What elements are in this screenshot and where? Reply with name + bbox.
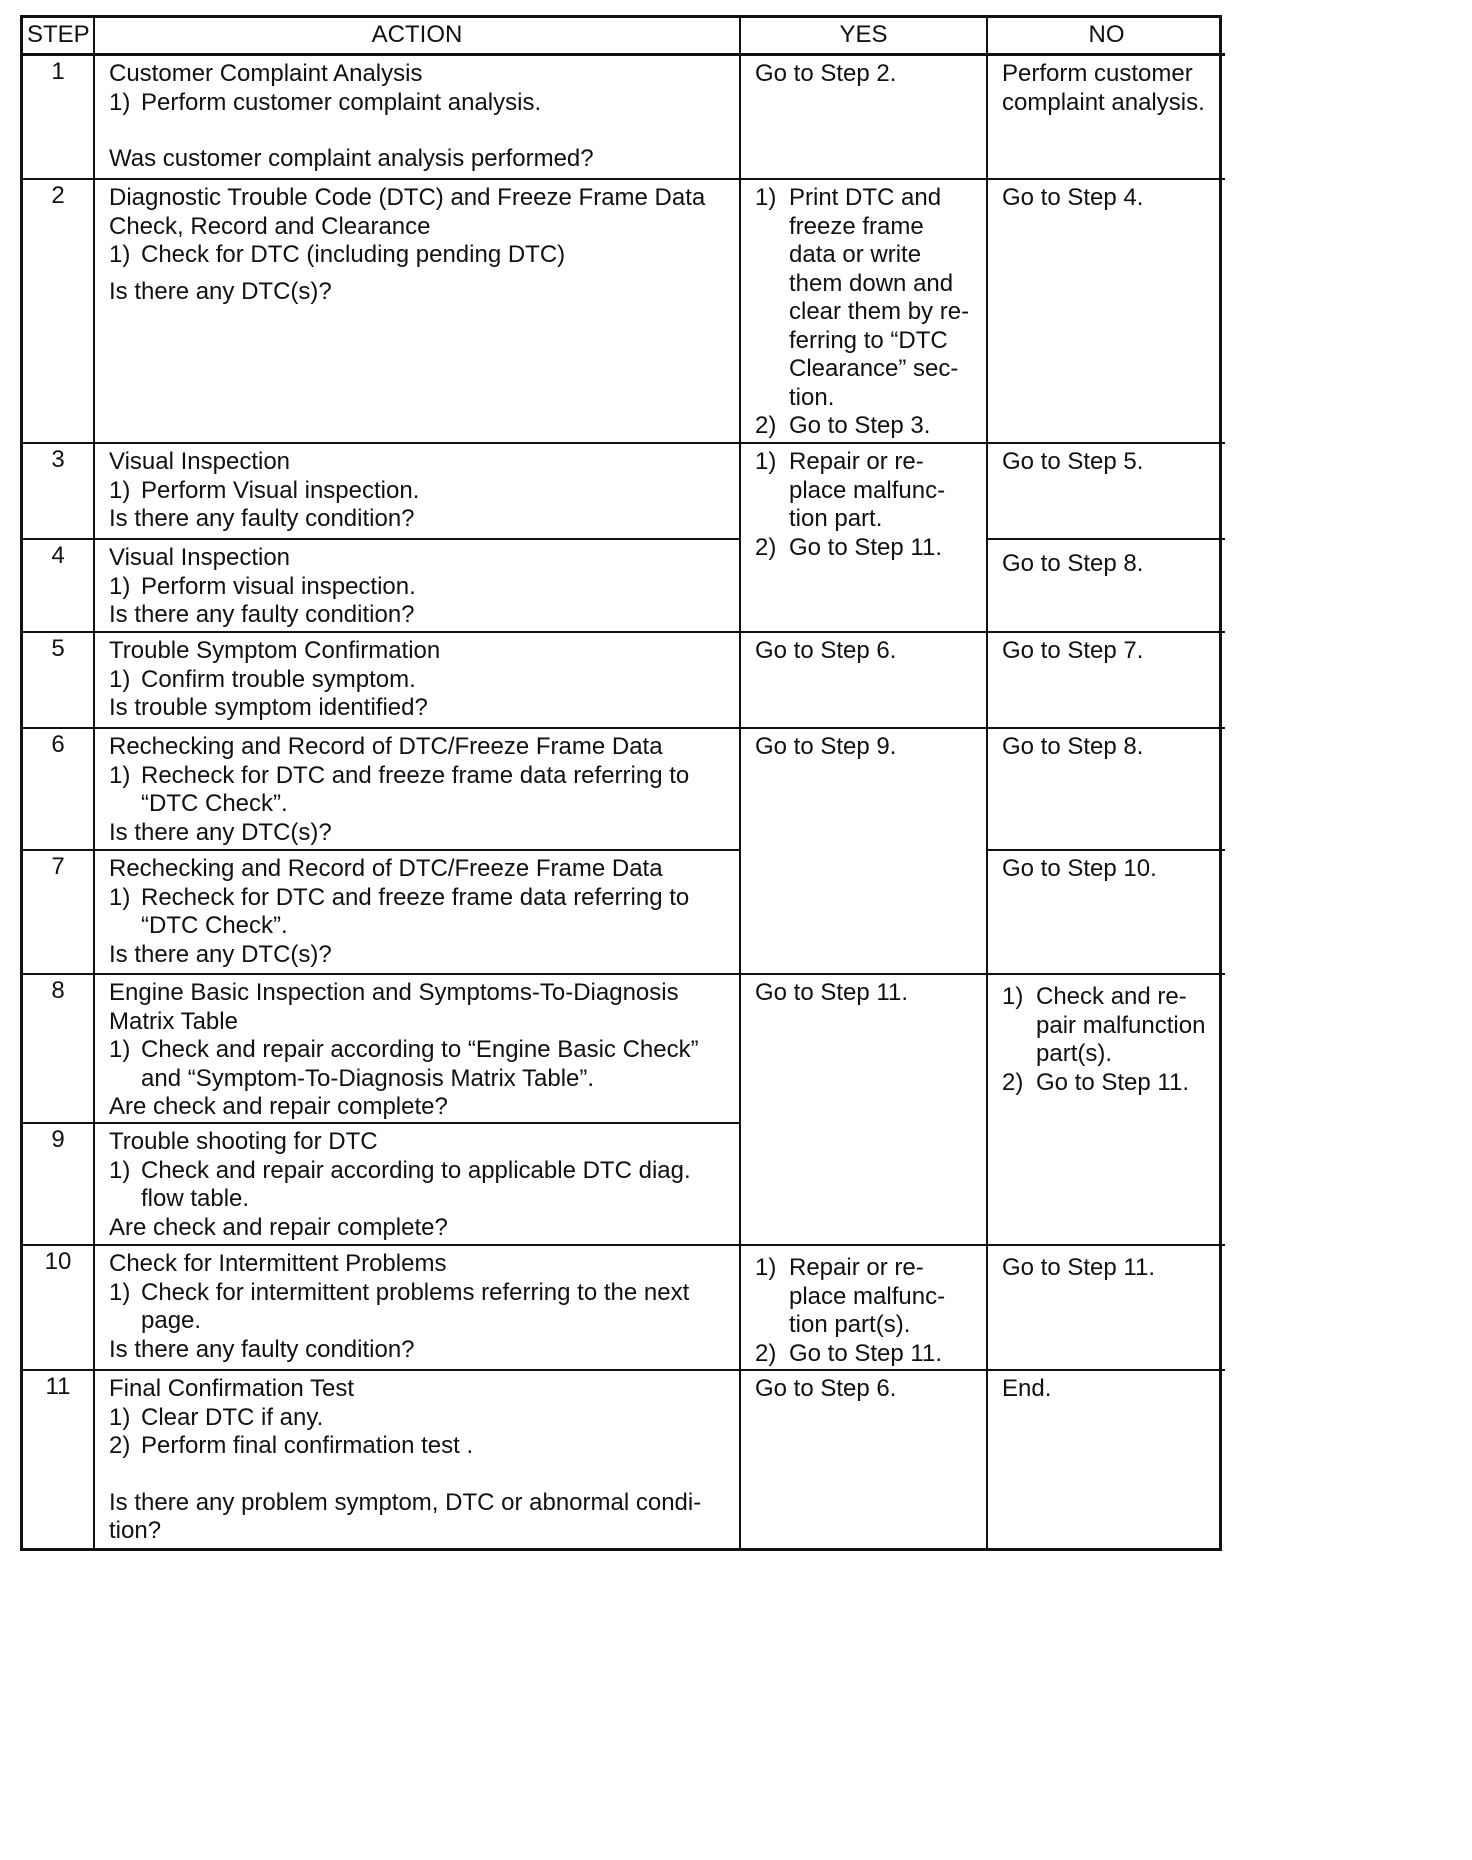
no-cell [988, 1371, 1225, 1548]
action-cell [95, 1246, 741, 1371]
action-question: Is there any faulty condition? [109, 1335, 415, 1363]
yes-cell [741, 729, 988, 975]
no-text: Go to Step 8. [1002, 733, 1144, 760]
no-text: Perform customer [1002, 60, 1193, 87]
yes-text: Go to Step 9. [755, 733, 897, 760]
action-title: Visual Inspection [109, 448, 291, 475]
yes-text: Go to Step 11. [755, 979, 908, 1006]
yes-item: 2) Go to Step 11. [755, 1339, 942, 1367]
action-title: Rechecking and Record of DTC/Freeze Frame Data [109, 855, 663, 882]
step-number: 4 [23, 540, 95, 633]
yes-text: Go to Step 6. [755, 637, 897, 664]
header-no: NO [988, 18, 1225, 56]
action-question: Was customer complaint analysis performed? [109, 145, 594, 172]
header-step: STEP [23, 18, 95, 56]
action-cell [95, 444, 741, 540]
action-question: Is trouble symptom identified? [109, 694, 428, 721]
step-number: 2 [23, 180, 95, 444]
no-cell [988, 444, 1225, 540]
step-number: 5 [23, 633, 95, 729]
action-question: Is there any DTC(s)? [109, 277, 332, 305]
action-substep: 1) Recheck for DTC and freeze frame data referring to “DTC Check”. [109, 883, 690, 939]
no-item: 1) Check and re- pair malfunction part(s). [1002, 983, 1206, 1067]
no-item: 2) Go to Step 11. [1002, 1068, 1189, 1096]
step-number: 3 [23, 444, 95, 540]
no-cell [988, 851, 1225, 975]
no-cell [988, 633, 1225, 729]
no-cell [988, 1246, 1225, 1371]
action-title: Trouble shooting for DTC [109, 1128, 378, 1155]
yes-cell [741, 180, 988, 444]
action-cell [95, 729, 741, 851]
step-number: 8 [23, 975, 95, 1124]
action-cell [95, 180, 741, 444]
action-question: Is there any DTC(s)? [109, 940, 332, 968]
step-number: 9 [23, 1124, 95, 1246]
action-cell [95, 1124, 741, 1246]
action-question: Are check and repair complete? [109, 1093, 448, 1120]
action-substep: 1) Perform Visual inspection. [109, 476, 420, 504]
action-title: Engine Basic Inspection and Symptoms-To-Diagnosis [109, 979, 679, 1006]
yes-cell [741, 444, 988, 633]
action-title: Trouble Symptom Confirmation [109, 637, 441, 664]
action-cell [95, 633, 741, 729]
action-title: Check for Intermittent Problems [109, 1250, 447, 1277]
action-cell [95, 851, 741, 975]
no-cell [988, 56, 1225, 180]
yes-item: 1) Print DTC and freeze frame data or write them down and clear them by re- ferring to “DTC Clearance” sec- tion. [755, 184, 970, 411]
action-question: Are check and repair complete? [109, 1213, 448, 1241]
no-cell [988, 729, 1225, 851]
action-question: Is there any DTC(s)? [109, 818, 332, 846]
no-cell [988, 975, 1225, 1246]
action-title: Diagnostic Trouble Code (DTC) and Freeze Frame Data [109, 184, 706, 211]
yes-text: Go to Step 2. [755, 60, 897, 87]
action-substep: 1) Check and repair according to applicable DTC diag. flow table. [109, 1156, 691, 1212]
action-substep: 1) Perform visual inspection. [109, 572, 416, 600]
no-cell [988, 180, 1225, 444]
yes-item: 2) Go to Step 11. [755, 533, 942, 561]
no-text: End. [1002, 1375, 1052, 1402]
no-text: Go to Step 10. [1002, 855, 1157, 882]
action-title: Matrix Table [109, 1007, 238, 1035]
yes-cell [741, 633, 988, 729]
yes-item: 1) Repair or re- place malfunc- tion part(s). [755, 1254, 946, 1338]
step-number: 1 [23, 56, 95, 180]
action-cell [95, 540, 741, 633]
action-title: Final Confirmation Test [109, 1375, 354, 1402]
action-substep: 1) Clear DTC if any. [109, 1403, 324, 1431]
step-number: 10 [23, 1246, 95, 1371]
no-cell [988, 540, 1225, 633]
step-number: 11 [23, 1371, 95, 1548]
yes-cell [741, 56, 988, 180]
action-cell [95, 56, 741, 180]
action-question: tion? [109, 1517, 162, 1544]
header-yes: YES [741, 18, 988, 56]
action-title: Check, Record and Clearance [109, 212, 431, 240]
action-question: Is there any faulty condition? [109, 601, 415, 628]
action-cell [95, 1371, 741, 1548]
action-title: Visual Inspection [109, 544, 291, 571]
yes-item: 2) Go to Step 3. [755, 412, 931, 439]
action-substep: 1) Check for DTC (including pending DTC) [109, 241, 566, 268]
action-substep: 1) Recheck for DTC and freeze frame data referring to “DTC Check”. [109, 761, 690, 817]
action-substep: 1) Perform customer complaint analysis. [109, 88, 542, 116]
no-text: complaint analysis. [1002, 88, 1205, 116]
header-action: ACTION [95, 18, 741, 56]
no-text: Go to Step 11. [1002, 1254, 1155, 1281]
action-substep: 1) Check for intermittent problems referring to the next page. [109, 1278, 690, 1334]
action-question: Is there any faulty condition? [109, 505, 415, 532]
action-substep: 1) Check and repair according to “Engine Basic Check” and “Symptom-To-Diagnosis Matrix Table”. [109, 1036, 699, 1092]
action-question: Is there any problem symptom, DTC or abnormal condi- [109, 1488, 702, 1516]
diagnostic-flow-table [20, 15, 1222, 1551]
action-substep: 1) Confirm trouble symptom. [109, 665, 416, 693]
yes-item: 1) Repair or re- place malfunc- tion part. [755, 448, 946, 532]
no-text: Go to Step 7. [1002, 637, 1144, 664]
step-number: 7 [23, 851, 95, 975]
yes-cell [741, 1371, 988, 1548]
no-text: Go to Step 5. [1002, 448, 1144, 475]
no-text: Go to Step 4. [1002, 184, 1144, 211]
step-number: 6 [23, 729, 95, 851]
action-title: Customer Complaint Analysis [109, 60, 423, 87]
yes-text: Go to Step 6. [755, 1375, 897, 1402]
action-title: Rechecking and Record of DTC/Freeze Frame Data [109, 733, 663, 760]
action-substep: 2) Perform final confirmation test . [109, 1432, 474, 1459]
yes-cell [741, 1246, 988, 1371]
no-text: Go to Step 8. [1002, 550, 1144, 577]
yes-cell [741, 975, 988, 1246]
action-cell [95, 975, 741, 1124]
